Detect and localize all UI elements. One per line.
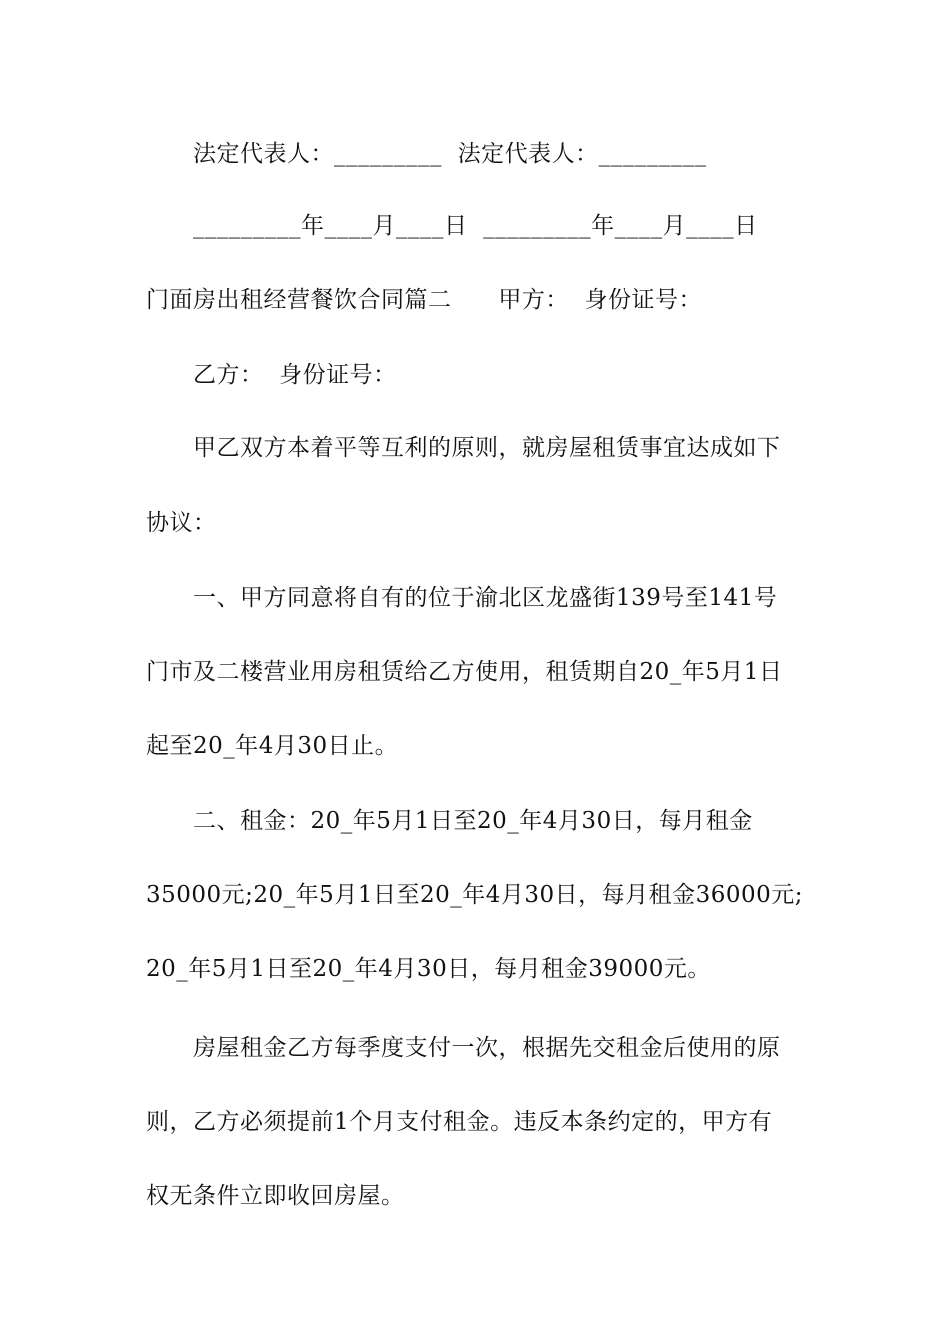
date-line: _________年____月____日 _________年____月____日 <box>193 213 758 239</box>
paragraph-line: 协议： <box>146 510 217 536</box>
party-b-line: 乙方： 身份证号： <box>193 362 397 388</box>
paragraph-line: 权无条件立即收回房屋。 <box>146 1183 405 1209</box>
paragraph-line: 起至20_年4月30日止。 <box>146 733 399 759</box>
paragraph-line: 则，乙方必须提前1个月支付租金。违反本条约定的，甲方有 <box>146 1109 773 1135</box>
paragraph-line: 甲乙双方本着平等互利的原则，就房屋租赁事宜达成如下 <box>193 435 781 461</box>
contract-title-line: 门面房出租经营餐饮合同篇二 甲方： 身份证号： <box>146 287 702 313</box>
paragraph-line: 房屋租金乙方每季度支付一次，根据先交租金后使用的原 <box>193 1035 781 1061</box>
paragraph-line: 20_年5月1日至20_年4月30日，每月租金39000元。 <box>146 956 711 982</box>
paragraph-line: 35000元;20_年5月1日至20_年4月30日，每月租金36000元; <box>146 882 804 908</box>
paragraph-line: 二、租金：20_年5月1日至20_年4月30日，每月租金 <box>193 808 753 834</box>
legal-representative-line: 法定代表人：_________ 法定代表人：_________ <box>193 141 707 167</box>
paragraph-line: 一、甲方同意将自有的位于渝北区龙盛街139号至141号 <box>193 585 778 611</box>
paragraph-line: 门市及二楼营业用房租赁给乙方使用，租赁期自20_年5月1日 <box>146 659 783 685</box>
